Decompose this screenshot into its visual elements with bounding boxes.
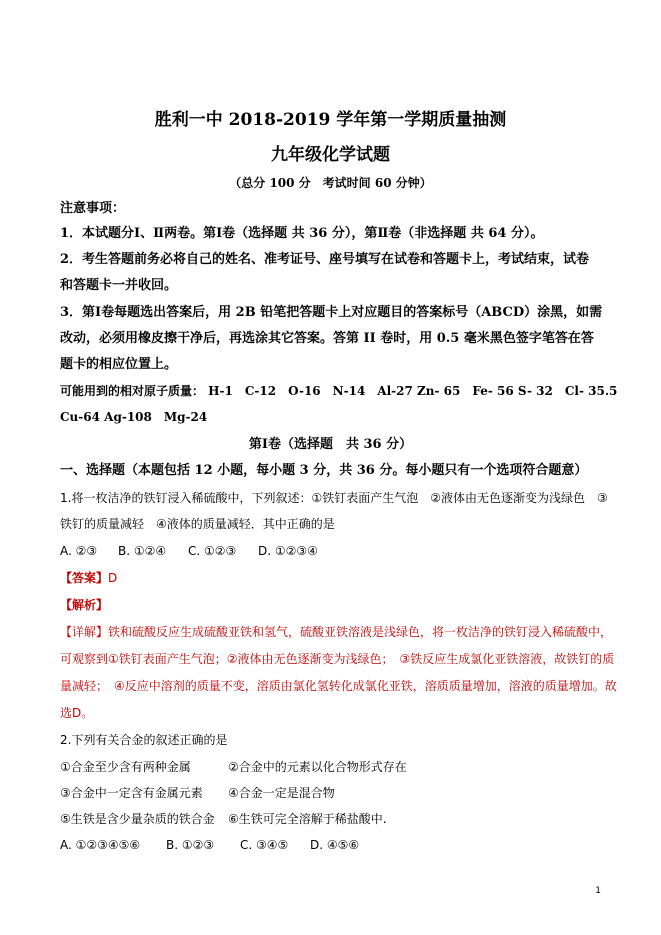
q1-explanation-line-1: 【详解】铁和硫酸反应生成硫酸亚铁和氢气，硫酸亚铁溶液是浅绿色，将一枚洁净的铁钉浸入稀硫酸中，: [60, 625, 613, 639]
q1-explanation-line-4: 选D。: [60, 706, 94, 720]
answer-label: 【答案】: [60, 571, 109, 585]
exam-title: 胜利一中 2018-2019 学年第一学期质量抽测: [154, 110, 507, 130]
q2-option-d: D. ④⑤⑥: [310, 838, 360, 852]
note-2-line-2: 和答题卡一并收回。: [60, 278, 178, 293]
note-3-line-2: 改动，必须用橡皮擦干净后，再选涂其它答案。答第 II 卷时，用 0.5 毫米黑色签字笔答在答: [60, 331, 594, 346]
q2-statement-1: ①合金至少含有两种金属: [60, 760, 191, 774]
exam-subtitle: 九年级化学试题: [271, 145, 390, 165]
q1-explanation-line-2: 可观察到①铁钉表面产生气泡；②液体由无色逐渐变为浅绿色； ③铁反应生成氯化亚铁溶液，故铁钉的质: [60, 652, 615, 666]
atomic-masses-line-2: Cu-64 Ag-108 Mg-24: [60, 410, 208, 424]
q2-option-b: B. ①②③: [166, 838, 215, 852]
q1-option-d: D. ①②③④: [258, 544, 318, 558]
note-1: 1．本试题分Ⅰ、Ⅱ两卷。第Ⅰ卷（选择题 共 36 分），第Ⅱ卷（非选择题 共 64 分）。: [60, 226, 544, 241]
answer-value: D: [108, 571, 118, 585]
note-2-line-1: 2．考生答题前务必将自己的姓名、准考证号、座号填写在试卷和答题卡上，考试结束，试卷: [60, 252, 590, 267]
atomic-masses-line-1: 可能用到的相对原子质量： H-1 C-12 O-16 N-14 Al-27 Zn- 65 Fe- 56 S- 32 Cl- 35.5: [60, 384, 618, 398]
q2-statement-6: ⑥生铁可完全溶解于稀盐酸中.: [228, 812, 387, 826]
q1-option-a: A. ②③: [60, 544, 98, 558]
note-3-line-3: 题卡的相应位置上。: [60, 357, 178, 372]
q1-answer: [60, 569, 117, 587]
q2-option-c: C. ③④⑤: [240, 838, 289, 852]
section-title: 第Ⅰ卷（选择题 共 36 分）: [248, 437, 413, 452]
q1-stem-line-2: 铁钉的质量减轻 ④液体的质量减轻．其中正确的是: [60, 517, 335, 531]
q1-analysis-label: 【解析】: [60, 598, 109, 612]
q2-option-a: A. ①②③④⑤⑥: [60, 838, 141, 852]
section-instruction: 一、选择题（本题包括 12 小题，每小题 3 分，共 36 分。每小题只有一个选项符合题意）: [60, 463, 588, 478]
q1-explanation-line-3: 量减轻； ④反应中溶剂的质量不变，溶质由氯化氢转化成氯化亚铁，溶质质量增加，溶液的质量增加。故: [60, 679, 617, 693]
q1-option-b: B. ①②④: [118, 544, 167, 558]
q2-statement-2: ②合金中的元素以化合物形式存在: [228, 760, 407, 774]
q1-option-c: C. ①②③: [188, 544, 237, 558]
notes-heading: 注意事项：: [60, 201, 126, 216]
exam-info: （总分 100 分 考试时间 60 分钟）: [229, 176, 432, 190]
q1-stem-line-1: 1.将一枚洁净的铁钉浸入稀硫酸中，下列叙述：①铁钉表面产生气泡 ②液体由无色逐渐变为浅绿色 ③: [60, 491, 608, 505]
q2-statement-5: ⑤生铁是含少量杂质的铁合金: [60, 812, 215, 826]
q2-stem: 2.下列有关合金的叙述正确的是: [60, 733, 228, 747]
page-number: 1: [595, 886, 601, 896]
note-3-line-1: 3．第Ⅰ卷每题选出答案后，用 2B 铅笔把答题卡上对应题目的答案标号（ABCD）涂黑，如需: [60, 305, 603, 320]
q2-statement-3: ③合金中一定含有金属元素: [60, 786, 203, 800]
q2-statement-4: ④合金一定是混合物: [228, 786, 335, 800]
